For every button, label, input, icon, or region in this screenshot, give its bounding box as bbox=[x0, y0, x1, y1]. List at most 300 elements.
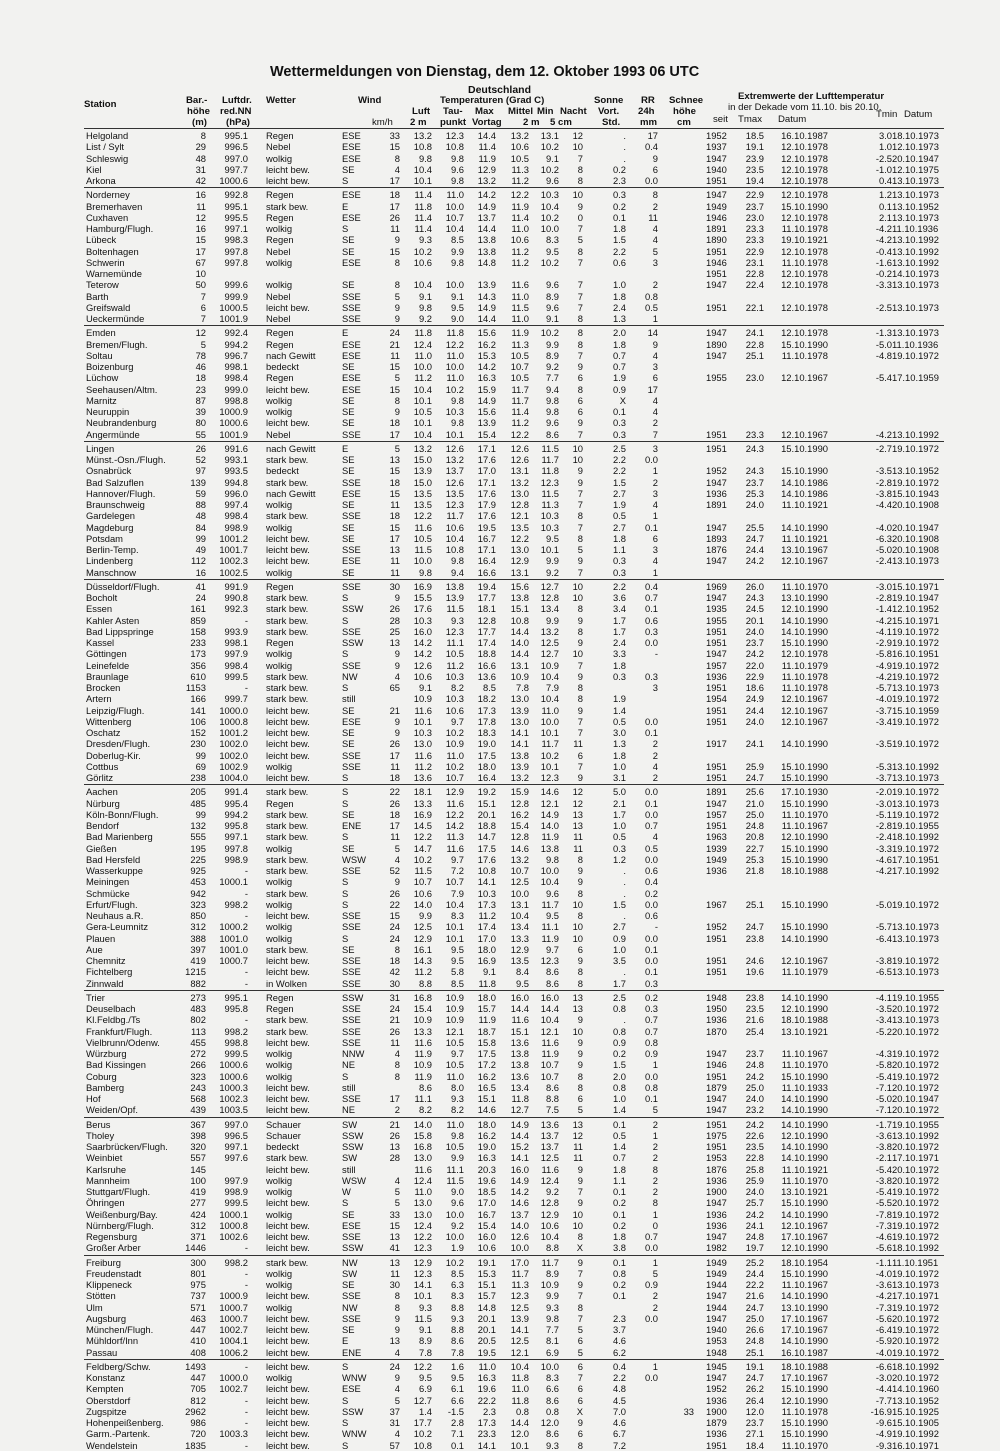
extrem-tmax-datum: 14.10.1990 bbox=[766, 522, 828, 534]
station-name: Konstanz bbox=[86, 1372, 181, 1384]
luftdruck: 1003.3 bbox=[210, 1428, 248, 1440]
sonne: 0.3 bbox=[600, 671, 626, 683]
temp-taupunkt: 12.1 bbox=[432, 1026, 464, 1038]
wind-dir: E bbox=[342, 201, 372, 213]
bar-hoehe: 439 bbox=[182, 1104, 206, 1116]
wetter: wolkig bbox=[266, 1268, 346, 1280]
luftdruck: 999.9 bbox=[210, 291, 248, 303]
wind-dir: S bbox=[342, 1440, 372, 1451]
wind-speed: 9 bbox=[372, 592, 400, 604]
wetter: stark bew. bbox=[266, 809, 346, 821]
extrem-tmin-datum: 19.10.1972 bbox=[892, 809, 938, 821]
extrem-tmin: -2.9 bbox=[862, 637, 892, 649]
luftdruck: 991.4 bbox=[210, 786, 248, 798]
table-row bbox=[0, 234, 1000, 246]
sonne: 2.7 bbox=[600, 522, 626, 534]
wind-dir: ESE bbox=[342, 372, 372, 384]
temp-max: 17.6 bbox=[464, 854, 496, 866]
niederschlag: 2 bbox=[630, 1152, 658, 1164]
temp-max: 16.4 bbox=[464, 555, 496, 567]
temp-mittel: 13.0 bbox=[496, 488, 529, 500]
temp-min: 14.6 bbox=[529, 786, 559, 798]
station-name: Plauen bbox=[86, 933, 181, 945]
table-row bbox=[0, 955, 1000, 967]
bar-hoehe: 367 bbox=[182, 1119, 206, 1131]
extrem-tmin: -3.8 bbox=[862, 1175, 892, 1187]
station-name: Boltenhagen bbox=[86, 246, 181, 258]
temp-min: 9.8 bbox=[529, 395, 559, 407]
table-row bbox=[0, 361, 1000, 373]
extrem-tmax: 23.5 bbox=[736, 164, 764, 176]
extrem-tmax: 24.7 bbox=[736, 772, 764, 784]
extrem-tmin: -7.1 bbox=[862, 1104, 892, 1116]
extrem-tmax: 20.8 bbox=[736, 831, 764, 843]
wind-dir: SE bbox=[342, 727, 372, 739]
temp-luft: 12.4 bbox=[400, 339, 432, 351]
temp-taupunkt: 13.9 bbox=[432, 592, 464, 604]
temp-max: 2.3 bbox=[464, 1406, 496, 1418]
temp-min: 7.9 bbox=[529, 682, 559, 694]
temp-max: 14.9 bbox=[464, 395, 496, 407]
temp-min: 11.7 bbox=[529, 738, 559, 750]
extrem-tmin-datum: 19.10.1972 bbox=[892, 693, 938, 705]
extrem-seit: 1952 bbox=[706, 1383, 736, 1395]
wind-dir: S bbox=[342, 933, 372, 945]
temp-mittel: 13.0 bbox=[496, 716, 529, 728]
temp-mittel: 12.5 bbox=[496, 1302, 529, 1314]
luftdruck: - bbox=[210, 1361, 248, 1373]
temp-mittel: 13.3 bbox=[496, 933, 529, 945]
temp-mittel: 15.9 bbox=[496, 786, 529, 798]
schneehoehe: 33 bbox=[674, 1406, 694, 1418]
wetter: wolkig bbox=[266, 1302, 346, 1314]
temp-max: 18.0 bbox=[464, 761, 496, 773]
wind-dir: ESE bbox=[342, 130, 372, 142]
extrem-tmin: -2.5 bbox=[862, 302, 892, 314]
temp-luft: 13.2 bbox=[400, 130, 432, 142]
table-row bbox=[0, 603, 1000, 615]
temp-luft: 15.5 bbox=[400, 592, 432, 604]
extrem-tmin-datum: 13.10.1973 bbox=[892, 175, 938, 187]
niederschlag: 0.1 bbox=[630, 1093, 658, 1105]
temp-luft: 8.9 bbox=[400, 1335, 432, 1347]
temp-max: 10.3 bbox=[464, 888, 496, 900]
extrem-tmax-datum: 15.10.1990 bbox=[766, 843, 828, 855]
temp-max: 19.0 bbox=[464, 1141, 496, 1153]
sonne: 0.1 bbox=[600, 1119, 626, 1131]
temp-mittel: 10.0 bbox=[496, 888, 529, 900]
station-name: Ulm bbox=[86, 1302, 181, 1314]
table-row bbox=[0, 705, 1000, 717]
extrem-tmax-datum: 15.10.1990 bbox=[766, 1268, 828, 1280]
extrem-tmax-datum: 11.10.1970 bbox=[766, 1440, 828, 1451]
extrem-seit: 1870 bbox=[706, 1026, 736, 1038]
temp-min: 8.9 bbox=[529, 1268, 559, 1280]
wind-dir: SSE bbox=[342, 626, 372, 638]
temp-taupunkt: 6.6 bbox=[432, 1395, 464, 1407]
niederschlag: 2 bbox=[630, 1119, 658, 1131]
temp-nacht: 9 bbox=[559, 1014, 583, 1026]
temp-luft: 11.4 bbox=[400, 223, 432, 235]
extrem-tmin: -7.1 bbox=[862, 1082, 892, 1094]
sonne: 1.8 bbox=[600, 1231, 626, 1243]
station-name: Bremerhaven bbox=[86, 201, 181, 213]
bar-hoehe: 1153 bbox=[182, 682, 206, 694]
station-name: Wendelstein bbox=[86, 1440, 181, 1451]
extrem-tmax: 23.2 bbox=[736, 1104, 764, 1116]
extrem-tmin-datum: 19.10.1947 bbox=[892, 592, 938, 604]
extrem-seit: 1947 bbox=[706, 279, 736, 291]
sonne: 0.3 bbox=[600, 567, 626, 579]
extrem-tmax-datum: 17.10.1967 bbox=[766, 1231, 828, 1243]
temp-taupunkt: 10.2 bbox=[432, 761, 464, 773]
extrem-tmax: 24.0 bbox=[736, 716, 764, 728]
extrem-tmax-datum: 14.10.1990 bbox=[766, 1141, 828, 1153]
niederschlag: 0.0 bbox=[630, 809, 658, 821]
temp-luft: 11.6 bbox=[400, 750, 432, 762]
niederschlag: 0.7 bbox=[630, 820, 658, 832]
extrem-tmax-datum: 12.10.1967 bbox=[766, 705, 828, 717]
wind-dir: SSW bbox=[342, 1141, 372, 1153]
extrem-tmax-datum: 12.10.1967 bbox=[766, 693, 828, 705]
wetter: leicht bew. bbox=[266, 1037, 346, 1049]
extrem-tmax: 19.1 bbox=[736, 1361, 764, 1373]
extrem-tmax-datum: 12.10.1967 bbox=[766, 555, 828, 567]
temp-min: 8.6 bbox=[529, 978, 559, 990]
station-name: Angermünde bbox=[86, 429, 181, 441]
wind-speed: 5 bbox=[372, 443, 400, 455]
extrem-seit: 1946 bbox=[706, 1059, 736, 1071]
extrem-tmax-datum: 13.10.1990 bbox=[766, 592, 828, 604]
temp-max: 16.3 bbox=[464, 1152, 496, 1164]
extrem-tmin: -5.8 bbox=[862, 648, 892, 660]
wind-dir: SSE bbox=[342, 910, 372, 922]
wind-dir: W bbox=[342, 1186, 372, 1198]
temp-luft: 7.8 bbox=[400, 1347, 432, 1359]
wetter: stark bew. bbox=[266, 888, 346, 900]
wind-dir: SSE bbox=[342, 1014, 372, 1026]
temp-max: 18.8 bbox=[464, 648, 496, 660]
temp-max: 16.5 bbox=[464, 1082, 496, 1094]
extrem-tmax-datum: 15.10.1990 bbox=[766, 899, 828, 911]
temp-luft: 16.8 bbox=[400, 992, 432, 1004]
station-name: Öhringen bbox=[86, 1197, 181, 1209]
temp-max: 16.7 bbox=[464, 1209, 496, 1221]
wind-speed: 26 bbox=[372, 212, 400, 224]
temp-luft: 11.2 bbox=[400, 966, 432, 978]
extrem-tmax-datum: 11.10.1979 bbox=[766, 660, 828, 672]
luftdruck: 999.5 bbox=[210, 671, 248, 683]
extrem-tmin: -4.1 bbox=[862, 992, 892, 1004]
wind-speed: 30 bbox=[372, 1279, 400, 1291]
niederschlag: 0.0 bbox=[630, 786, 658, 798]
table-row bbox=[0, 581, 1000, 593]
temp-taupunkt: 12.9 bbox=[432, 786, 464, 798]
extrem-tmin: -0.4 bbox=[862, 246, 892, 258]
wind-dir: NW bbox=[342, 1302, 372, 1314]
bar-hoehe: 408 bbox=[182, 1347, 206, 1359]
extrem-tmax: 23.5 bbox=[736, 1003, 764, 1015]
station-name: Hamburg/Flugh. bbox=[86, 223, 181, 235]
extrem-tmax: 21.0 bbox=[736, 798, 764, 810]
station-name: Neubrandenburg bbox=[86, 417, 181, 429]
luftdruck: 995.5 bbox=[210, 212, 248, 224]
bar-hoehe: 80 bbox=[182, 417, 206, 429]
sonne: 2.2 bbox=[600, 1372, 626, 1384]
temp-taupunkt: 0.1 bbox=[432, 1440, 464, 1451]
wind-speed: 37 bbox=[372, 1406, 400, 1418]
temp-mittel: 11.8 bbox=[496, 1372, 529, 1384]
table-row bbox=[0, 1082, 1000, 1094]
station-name: Marnitz bbox=[86, 395, 181, 407]
temp-luft: 9.3 bbox=[400, 234, 432, 246]
extrem-tmin: -3.3 bbox=[862, 279, 892, 291]
station-name: Braunlage bbox=[86, 671, 181, 683]
extrem-tmax: 25.7 bbox=[736, 1197, 764, 1209]
wetter: stark bew. bbox=[266, 682, 346, 694]
bar-hoehe: 42 bbox=[182, 175, 206, 187]
extrem-tmin-datum: 20.10.1947 bbox=[892, 153, 938, 165]
temp-nacht: 7 bbox=[559, 429, 583, 441]
extrem-tmax: 24.7 bbox=[736, 1372, 764, 1384]
station-name: Leipzig/Flugh. bbox=[86, 705, 181, 717]
temp-taupunkt: 9.2 bbox=[432, 1220, 464, 1232]
temp-mittel: 7.8 bbox=[496, 682, 529, 694]
wetter: wolkig bbox=[266, 522, 346, 534]
bar-hoehe: 55 bbox=[182, 429, 206, 441]
extrem-seit: 1951 bbox=[706, 772, 736, 784]
extrem-tmin-datum: 19.10.1955 bbox=[892, 820, 938, 832]
luftdruck: 995.4 bbox=[210, 798, 248, 810]
wind-speed: 26 bbox=[372, 738, 400, 750]
wetter: leicht bew. bbox=[266, 1082, 346, 1094]
extrem-tmax-datum: 17.10.1930 bbox=[766, 786, 828, 798]
header-luft-1: Luft bbox=[412, 107, 430, 117]
station-name: Warnemünde bbox=[86, 268, 181, 280]
wind-dir: SSE bbox=[342, 1026, 372, 1038]
temp-nacht: 7 bbox=[559, 1186, 583, 1198]
sonne: 1.0 bbox=[600, 761, 626, 773]
extrem-tmin-datum: 13.10.1992 bbox=[892, 1130, 938, 1142]
temp-luft: 10.5 bbox=[400, 406, 432, 418]
temp-min: 6.6 bbox=[529, 1383, 559, 1395]
extrem-tmax-datum: 11.10.1933 bbox=[766, 1082, 828, 1094]
temp-min: 12.5 bbox=[529, 1152, 559, 1164]
header-luftdr-1: Luftdr. bbox=[222, 96, 252, 106]
temp-max: 10.6 bbox=[464, 1242, 496, 1254]
temp-nacht: 8 bbox=[559, 854, 583, 866]
extrem-tmax-datum: 12.10.1978 bbox=[766, 327, 828, 339]
extrem-tmax: 19.7 bbox=[736, 1242, 764, 1254]
luftdruck: 999.5 bbox=[210, 1197, 248, 1209]
temp-max: 15.1 bbox=[464, 1279, 496, 1291]
wetter: stark bew. bbox=[266, 1152, 346, 1164]
extrem-tmax-datum: 14.10.1990 bbox=[766, 1209, 828, 1221]
temp-taupunkt: 9.5 bbox=[432, 1372, 464, 1384]
luftdruck: 997.1 bbox=[210, 831, 248, 843]
temp-max: 15.3 bbox=[464, 1268, 496, 1280]
table-row bbox=[0, 1026, 1000, 1038]
extrem-tmax: 24.8 bbox=[736, 1059, 764, 1071]
wetter: Schauer bbox=[266, 1130, 346, 1142]
temp-mittel: 10.5 bbox=[496, 350, 529, 362]
temp-mittel: 13.2 bbox=[496, 130, 529, 142]
bar-hoehe: 166 bbox=[182, 693, 206, 705]
temp-mittel: 14.0 bbox=[496, 637, 529, 649]
extrem-tmin-datum: 20.10.1972 bbox=[892, 1059, 938, 1071]
extrem-seit: 1947 bbox=[706, 592, 736, 604]
table-row bbox=[0, 153, 1000, 165]
extrem-tmax: 20.1 bbox=[736, 615, 764, 627]
bar-hoehe: 16 bbox=[182, 189, 206, 201]
temp-max: 14.4 bbox=[464, 313, 496, 325]
wind-dir: SE bbox=[342, 522, 372, 534]
temp-min: 13.1 bbox=[529, 130, 559, 142]
bar-hoehe: 113 bbox=[182, 1026, 206, 1038]
temp-nacht: 13 bbox=[559, 809, 583, 821]
sonne: 1.7 bbox=[600, 626, 626, 638]
temp-nacht: 7 bbox=[559, 660, 583, 672]
temp-luft: 10.6 bbox=[400, 888, 432, 900]
wind-speed: 13 bbox=[372, 544, 400, 556]
sonne: 1.5 bbox=[600, 1059, 626, 1071]
wind-speed: 11 bbox=[372, 555, 400, 567]
temp-taupunkt: 10.2 bbox=[432, 727, 464, 739]
temp-luft: 10.0 bbox=[400, 555, 432, 567]
header-wind: Wind bbox=[358, 96, 381, 106]
wind-speed: 13 bbox=[372, 637, 400, 649]
table-row bbox=[0, 1347, 1000, 1359]
wetter: leicht bew. bbox=[266, 1164, 346, 1176]
station-name: Vielbrunn/Odenw. bbox=[86, 1037, 181, 1049]
temp-min: 10.4 bbox=[529, 1014, 559, 1026]
sonne: 2.2 bbox=[600, 454, 626, 466]
luftdruck: 998.2 bbox=[210, 1026, 248, 1038]
temp-max: 15.1 bbox=[464, 798, 496, 810]
temp-taupunkt: 10.3 bbox=[432, 671, 464, 683]
luftdruck: - bbox=[210, 1242, 248, 1254]
temp-mittel: 12.1 bbox=[496, 1347, 529, 1359]
wind-dir: S bbox=[342, 175, 372, 187]
temp-max: 16.6 bbox=[464, 567, 496, 579]
temp-luft: 9.2 bbox=[400, 313, 432, 325]
extrem-tmin: -2.8 bbox=[862, 820, 892, 832]
header-tau-2: punkt bbox=[440, 118, 466, 128]
temp-taupunkt: 12.3 bbox=[432, 626, 464, 638]
extrem-tmin-datum: 19.10.1972 bbox=[892, 660, 938, 672]
luftdruck: 1000.6 bbox=[210, 417, 248, 429]
extrem-tmin: -1.0 bbox=[862, 164, 892, 176]
bar-hoehe: 26 bbox=[182, 443, 206, 455]
wind-speed: 11 bbox=[372, 1268, 400, 1280]
station-name: Karlsruhe bbox=[86, 1164, 181, 1176]
wind-speed: 4 bbox=[372, 671, 400, 683]
sonne: 1.2 bbox=[600, 854, 626, 866]
temp-luft: 10.3 bbox=[400, 727, 432, 739]
temp-luft: 13.0 bbox=[400, 1152, 432, 1164]
wind-dir: SE bbox=[342, 1279, 372, 1291]
wind-speed: 11 bbox=[372, 223, 400, 235]
temp-max: 14.4 bbox=[464, 130, 496, 142]
bar-hoehe: 801 bbox=[182, 1268, 206, 1280]
wetter: wolkig bbox=[266, 1279, 346, 1291]
sonne: . bbox=[600, 130, 626, 142]
wetter: wolkig bbox=[266, 1175, 346, 1187]
temp-min: 9.8 bbox=[529, 406, 559, 418]
station-name: Norderney bbox=[86, 189, 181, 201]
extrem-tmin-datum: 13.10.1992 bbox=[892, 257, 938, 269]
temp-min: 8.6 bbox=[529, 966, 559, 978]
temp-mittel: 13.1 bbox=[496, 567, 529, 579]
temp-max: 15.4 bbox=[464, 1220, 496, 1232]
temp-min: 11.6 bbox=[529, 1037, 559, 1049]
wind-speed: 9 bbox=[372, 406, 400, 418]
extrem-tmax-datum: 15.10.1990 bbox=[766, 443, 828, 455]
luftdruck: 999.0 bbox=[210, 384, 248, 396]
extrem-tmax: 25.4 bbox=[736, 1026, 764, 1038]
extrem-tmin-datum: 13.10.1952 bbox=[892, 201, 938, 213]
luftdruck: 993.5 bbox=[210, 465, 248, 477]
group-divider bbox=[84, 1255, 944, 1256]
extrem-tmin: -4.0 bbox=[862, 1268, 892, 1280]
bar-hoehe: 568 bbox=[182, 1093, 206, 1105]
extrem-tmax: 26.4 bbox=[736, 1395, 764, 1407]
extrem-tmax-datum: 14.10.1990 bbox=[766, 615, 828, 627]
temp-nacht: 13 bbox=[559, 1119, 583, 1131]
temp-luft: 16.9 bbox=[400, 581, 432, 593]
extrem-tmax-datum: 15.10.1990 bbox=[766, 637, 828, 649]
temp-nacht: 9 bbox=[559, 201, 583, 213]
wetter: Regen bbox=[266, 189, 346, 201]
extrem-tmax-datum: 12.10.1990 bbox=[766, 1003, 828, 1015]
header-mittel: Mittel bbox=[508, 107, 533, 117]
temp-min: 10.9 bbox=[529, 660, 559, 672]
bar-hoehe: 397 bbox=[182, 944, 206, 956]
luftdruck: - bbox=[210, 1279, 248, 1291]
temp-taupunkt: 9.8 bbox=[432, 1130, 464, 1142]
extrem-tmin-datum: 13.10.1973 bbox=[892, 189, 938, 201]
sonne: . bbox=[600, 153, 626, 165]
temp-mittel: 13.9 bbox=[496, 1313, 529, 1325]
luftdruck: 995.1 bbox=[210, 201, 248, 213]
sonne: 2.5 bbox=[600, 443, 626, 455]
temp-nacht: 8 bbox=[559, 246, 583, 258]
luftdruck: 1000.8 bbox=[210, 1220, 248, 1232]
niederschlag: 14 bbox=[630, 327, 658, 339]
wetter: leicht bew. bbox=[266, 772, 346, 784]
wind-dir: S bbox=[342, 772, 372, 784]
station-name: Kl.Feldbg./Ts bbox=[86, 1014, 181, 1026]
sonne: 1.0 bbox=[600, 279, 626, 291]
station-name: Barth bbox=[86, 291, 181, 303]
niederschlag: 1 bbox=[630, 510, 658, 522]
temp-mittel: 8.4 bbox=[496, 966, 529, 978]
temp-taupunkt: 10.5 bbox=[432, 1141, 464, 1153]
niederschlag: 8 bbox=[630, 189, 658, 201]
header-max: Max bbox=[475, 107, 494, 117]
temp-max: 20.5 bbox=[464, 1335, 496, 1347]
extrem-tmax-datum: 12.10.1967 bbox=[766, 372, 828, 384]
extrem-seit: 1951 bbox=[706, 1440, 736, 1451]
extrem-tmin: -2.8 bbox=[862, 592, 892, 604]
bar-hoehe: 233 bbox=[182, 637, 206, 649]
extrem-seit: 1952 bbox=[706, 130, 736, 142]
temp-taupunkt: 9.0 bbox=[432, 1186, 464, 1198]
temp-nacht: 8 bbox=[559, 510, 583, 522]
niederschlag: 8 bbox=[630, 1164, 658, 1176]
station-name: Berlin-Temp. bbox=[86, 544, 181, 556]
wind-dir: S bbox=[342, 1361, 372, 1373]
